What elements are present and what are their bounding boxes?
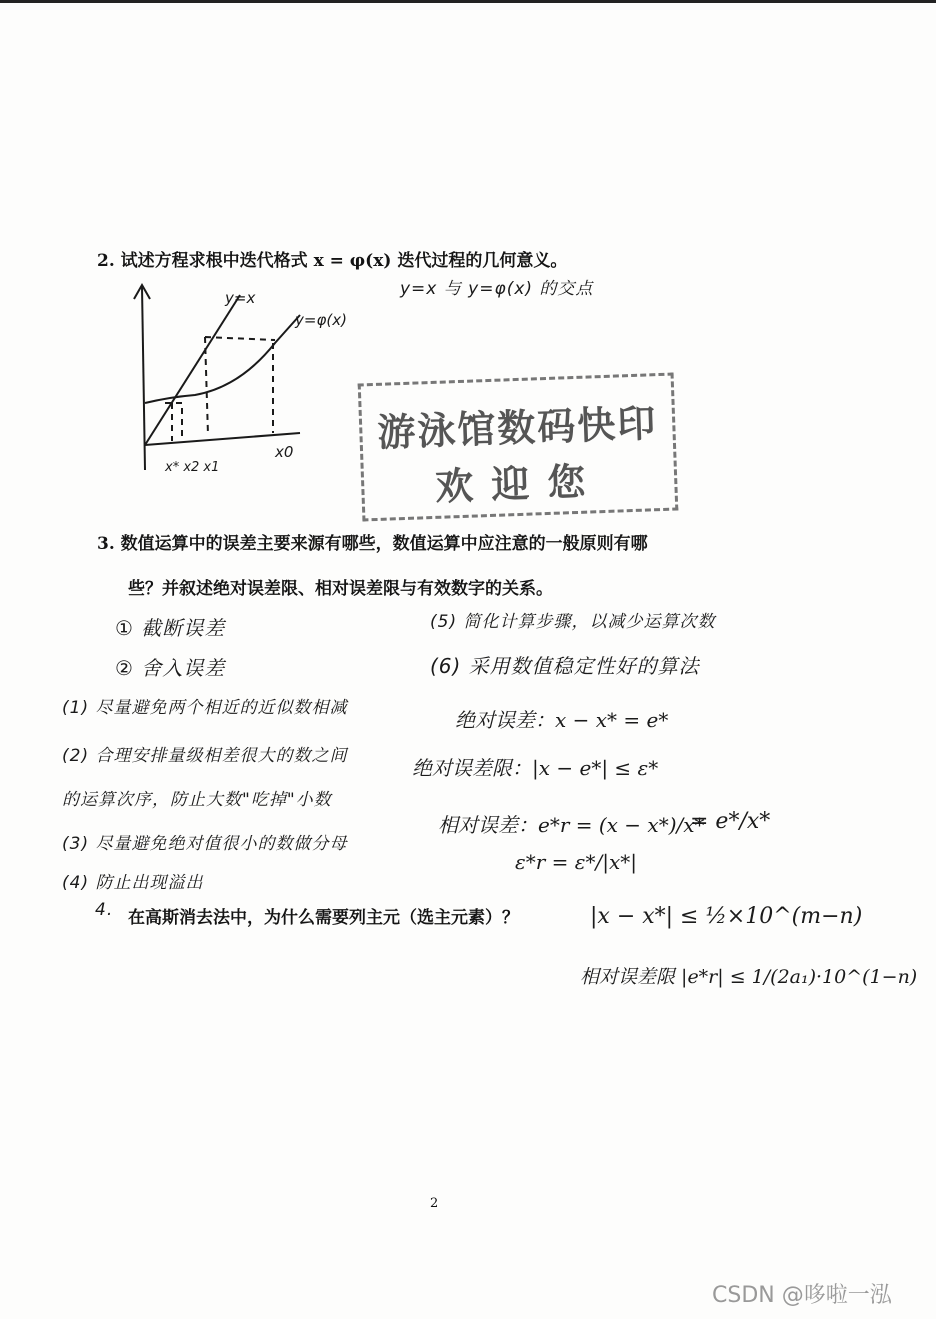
rule-2a: (2) 合理安排量级相差很大的数之间 xyxy=(62,746,348,766)
q2-handwritten-answer: y=x 与 y=φ(x) 的交点 xyxy=(400,279,594,299)
graph-label-xs: x* x2 x1 xyxy=(165,460,220,475)
graph-label-yx: y=x xyxy=(225,289,256,307)
rule-1: (1) 尽量避免两个相近的近似数相减 xyxy=(62,698,348,718)
curve-phi xyxy=(145,315,300,403)
question-4-mark: 4. xyxy=(95,900,114,920)
question-4: 在高斯消去法中，为什么需要列主元（选主元素）？ xyxy=(128,908,519,928)
top-border xyxy=(0,0,936,3)
error-source-1: ① 截断误差 xyxy=(115,616,226,640)
significant-digits-relative: 相对误差限 |e*r| ≤ 1/(2a₁)·10^(1−n) xyxy=(580,966,918,988)
relative-error-bound: ε*r = ε*/|x*| xyxy=(515,850,637,874)
question-3-line-2: 些？并叙述绝对误差限、相对误差限与有效数字的关系。 xyxy=(128,579,553,599)
stamp-line-2: 欢迎您 xyxy=(434,458,605,509)
relative-error: 相对误差：e*r = (x − x*)/x* xyxy=(438,813,705,837)
stamp-line-1: 游泳馆数码快印 xyxy=(376,400,659,455)
question-3-line-1: 3. 数值运算中的误差主要来源有哪些，数值运算中应注意的一般原则有哪 xyxy=(97,534,648,554)
y-axis xyxy=(142,287,145,470)
absolute-error-bound: 绝对误差限：|x − e*| ≤ ε* xyxy=(412,756,659,780)
line-y-equals-x xyxy=(145,295,240,445)
print-shop-stamp xyxy=(358,373,679,522)
rule-3: (3) 尽量避免绝对值很小的数做分母 xyxy=(62,834,348,854)
significant-digits-absolute: |x − x*| ≤ ½×10^(m−n) xyxy=(590,904,863,929)
csdn-watermark: CSDN @哆啦一泓 xyxy=(712,1283,892,1308)
absolute-error: 绝对误差：x − x* = e* xyxy=(455,708,669,732)
relative-error-approx: = e*/x* xyxy=(690,809,771,834)
iteration-graph xyxy=(130,275,390,490)
rule-6: (6) 采用数值稳定性好的算法 xyxy=(430,654,700,678)
error-source-2: ② 舍入误差 xyxy=(115,656,226,680)
graph-label-x0: x0 xyxy=(275,443,294,461)
graph-label-phi: y=φ(x) xyxy=(295,311,347,329)
page-number: 2 xyxy=(430,1196,439,1211)
rule-4: (4) 防止出现溢出 xyxy=(62,873,204,893)
question-2: 2. 试述方程求根中迭代格式 x = φ(x) 迭代过程的几何意义。 xyxy=(97,251,568,271)
rule-2b: 的运算次序，防止大数"吃掉"小数 xyxy=(62,790,332,810)
rule-5: (5) 简化计算步骤，以减少运算次数 xyxy=(430,612,716,632)
